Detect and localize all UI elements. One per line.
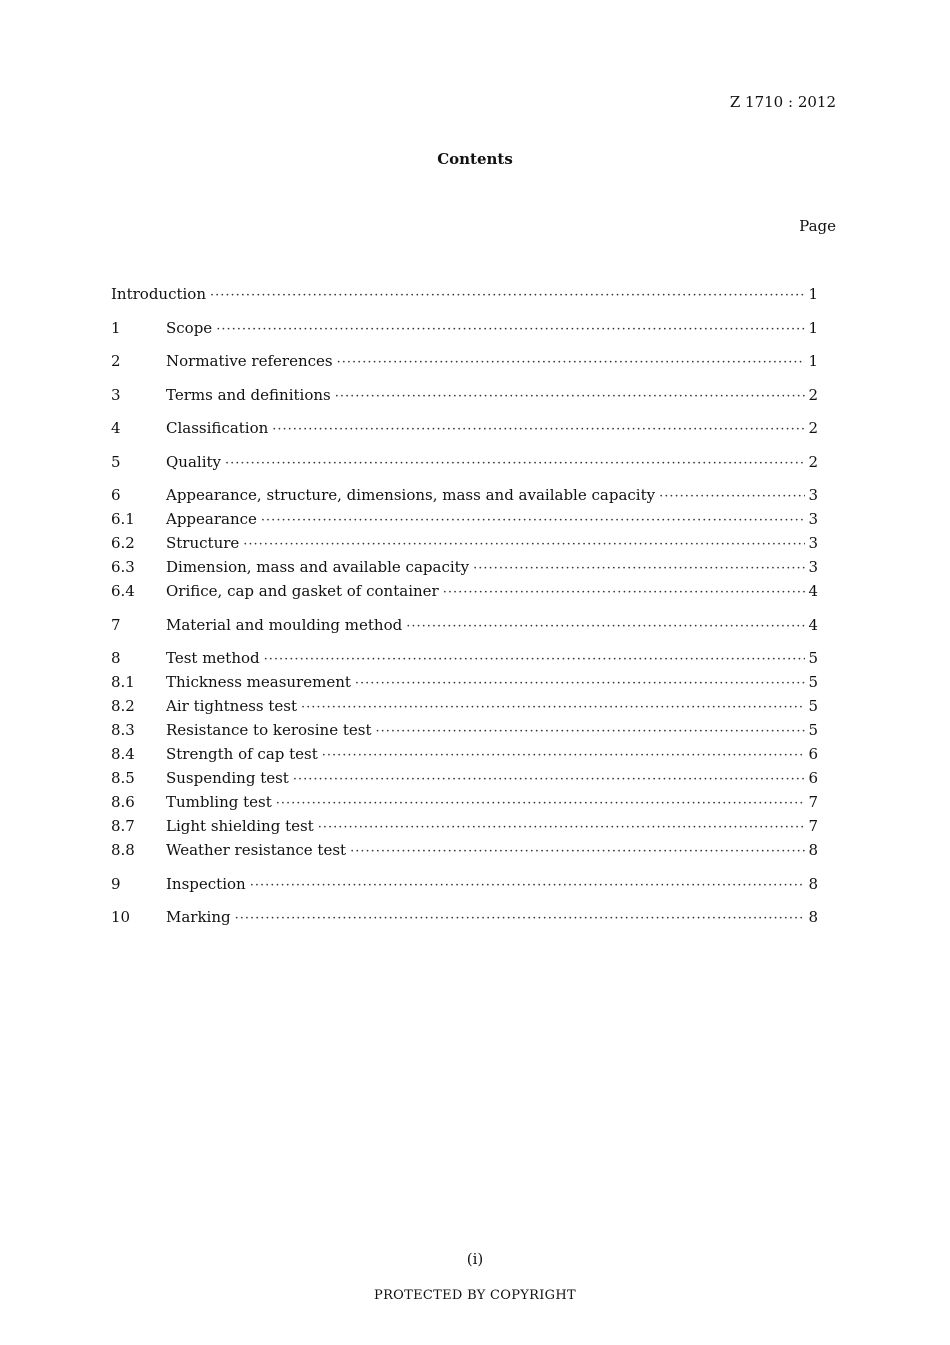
toc-entry-label: Resistance to kerosine test (166, 721, 372, 739)
toc-entry-number: 9 (111, 874, 121, 893)
toc-entry-page: 2 (808, 419, 818, 437)
toc-entry-number: 8 (111, 649, 121, 667)
toc-entry-page: 8 (808, 908, 818, 926)
toc-entry-page: 1 (808, 285, 818, 303)
dot-leader (235, 907, 806, 931)
toc-entry[interactable] (111, 416, 818, 440)
toc-entry-number: 10 (111, 908, 131, 926)
toc-entry-page: 1 (808, 318, 818, 337)
toc-entry-number: 6.3 (111, 558, 135, 576)
toc-entry-number: 6.2 (111, 534, 135, 552)
dot-leader (250, 874, 806, 898)
page-number: (i) (466, 1250, 484, 1268)
toc-entry-page: 4 (808, 615, 818, 634)
toc-entry-label: Tumbling test (166, 793, 272, 811)
toc-entry-number: 7 (111, 615, 121, 634)
page-title: Contents (437, 150, 513, 168)
toc-entry-page: 7 (808, 817, 818, 835)
toc-entry-label: Appearance, structure, dimensions, mass and available capacity (166, 486, 656, 504)
toc-entry-label: Thickness measurement (166, 673, 351, 691)
toc-entry-page: 3 (808, 558, 818, 576)
toc-entry-label: Orifice, cap and gasket of container (166, 582, 439, 600)
toc-entry-number: 6 (111, 486, 121, 504)
dot-leader (261, 509, 806, 533)
toc-entry-page: 2 (808, 385, 818, 404)
toc-entry[interactable] (111, 383, 818, 407)
toc-entry-label: Structure (166, 534, 240, 552)
toc-entry-page: 6 (808, 745, 818, 763)
dot-leader (225, 452, 805, 476)
page-column-label: Page (799, 217, 836, 235)
toc-entry-label: Strength of cap test (166, 745, 318, 763)
toc-entry-label: Light shielding test (166, 817, 314, 835)
dot-leader (216, 318, 805, 342)
toc-entry-number: 8.5 (111, 769, 135, 787)
toc-entry[interactable] (111, 646, 818, 670)
toc-entry-page: 8 (808, 874, 818, 893)
toc-entry-label: Air tightness test (166, 697, 298, 715)
toc-entry[interactable] (111, 790, 818, 814)
toc-entry[interactable] (111, 718, 818, 742)
toc-entry-label: Quality (166, 452, 221, 471)
toc-entry[interactable] (111, 905, 818, 929)
toc-entry-page: 8 (808, 841, 818, 859)
toc-entry-label: Test method (166, 649, 260, 667)
toc-entry-label: Inspection (166, 874, 246, 893)
toc-entry-number: 8.4 (111, 745, 135, 763)
toc-entry-page: 5 (808, 649, 818, 667)
dot-leader (375, 720, 805, 744)
toc-entry-page: 2 (808, 452, 818, 471)
dot-leader (350, 840, 805, 864)
toc-entry-label: Weather resistance test (166, 841, 347, 859)
toc-entry[interactable] (111, 766, 818, 790)
toc-entry-number: 6.1 (111, 510, 135, 528)
toc-entry-page: 5 (808, 673, 818, 691)
dot-leader (335, 385, 806, 409)
dot-leader (301, 696, 805, 720)
toc-entry-number: 8.1 (111, 673, 135, 691)
toc-entry-page: 3 (808, 486, 818, 504)
toc-entry-page: 3 (808, 510, 818, 528)
toc-entry-label: Terms and definitions (166, 385, 331, 404)
table-of-contents (111, 282, 818, 929)
toc-entry-number: 5 (111, 452, 121, 471)
toc-entry[interactable] (111, 613, 818, 637)
toc-entry-page: 6 (808, 769, 818, 787)
dot-leader (355, 672, 806, 696)
toc-entry[interactable] (111, 670, 818, 694)
dot-leader (473, 557, 805, 581)
dot-leader (443, 581, 806, 605)
toc-entry[interactable] (111, 349, 818, 373)
toc-entry-label: Appearance (166, 510, 257, 528)
toc-entry-label: Marking (166, 908, 231, 926)
toc-entry-number: 2 (111, 352, 121, 370)
toc-entry[interactable] (111, 531, 818, 555)
toc-entry-number: 8.8 (111, 841, 135, 859)
toc-entry-page: 7 (808, 793, 818, 811)
toc-entry-page: 5 (808, 697, 818, 715)
dot-leader (322, 744, 806, 768)
toc-entry[interactable] (111, 742, 818, 766)
toc-entry-number: 4 (111, 419, 121, 437)
toc-entry-label: Classification (166, 419, 269, 437)
toc-entry-page: 4 (808, 582, 818, 600)
dot-leader (293, 768, 806, 792)
dot-leader (659, 485, 805, 509)
dot-leader (318, 816, 806, 840)
toc-entry[interactable] (111, 838, 818, 862)
toc-entry[interactable] (111, 814, 818, 838)
dot-leader (406, 615, 805, 639)
toc-entry-label: Scope (166, 318, 213, 337)
copyright-footer: PROTECTED BY COPYRIGHT (374, 1288, 576, 1303)
toc-entry-number: 8.2 (111, 697, 135, 715)
toc-entry[interactable] (111, 507, 818, 531)
toc-entry-number: 3 (111, 385, 121, 404)
toc-entry-label: Dimension, mass and available capacity (166, 558, 470, 576)
dot-leader (337, 351, 806, 375)
toc-entry-number: 6.4 (111, 582, 135, 600)
toc-entry-number: 8.6 (111, 793, 135, 811)
toc-entry-page: 5 (808, 721, 818, 739)
dot-leader (272, 418, 805, 442)
toc-entry[interactable] (111, 282, 818, 306)
dot-leader (276, 792, 806, 816)
dot-leader (243, 533, 805, 557)
document-code: Z 1710 : 2012 (729, 93, 836, 111)
toc-entry-label: Suspending test (166, 769, 289, 787)
toc-entry-number: 8.7 (111, 817, 135, 835)
toc-entry-number: 8.3 (111, 721, 135, 739)
toc-entry[interactable] (111, 694, 818, 718)
toc-entry[interactable] (111, 450, 818, 474)
toc-entry-page: 1 (808, 352, 818, 370)
toc-entry[interactable] (111, 483, 818, 507)
dot-leader (210, 284, 805, 308)
toc-entry-label: Material and moulding method (166, 615, 403, 634)
toc-entry-number: 1 (111, 318, 121, 337)
dot-leader (264, 648, 806, 672)
toc-entry[interactable] (111, 579, 818, 603)
toc-entry[interactable] (111, 555, 818, 579)
toc-entry-page: 3 (808, 534, 818, 552)
toc-entry[interactable] (111, 872, 818, 896)
toc-entry[interactable] (111, 316, 818, 340)
toc-entry-label: Normative references (166, 352, 333, 370)
toc-entry-label: Introduction (111, 285, 206, 303)
